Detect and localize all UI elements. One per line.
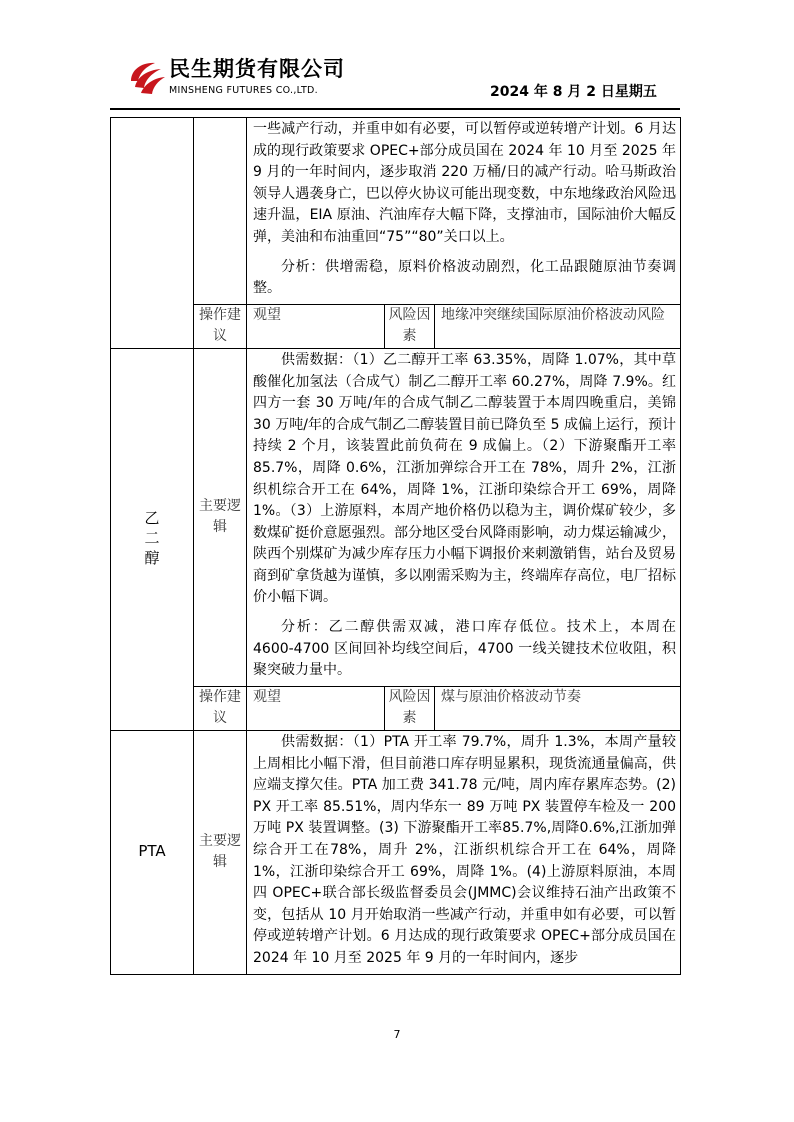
- table-row: [111, 118, 681, 305]
- label-cell-empty: [194, 118, 247, 305]
- risk-label: 风险因素: [385, 304, 435, 348]
- minsheng-logo-icon: [125, 57, 167, 97]
- report-date: 2024 年 8 月 2 日星期五: [490, 84, 657, 100]
- company-name-cn: 民生期货有限公司: [169, 57, 345, 81]
- logic-label: 主要逻辑: [194, 731, 247, 975]
- paragraph: 分析：供增需稳，原料价格波动剧烈，化工品跟随原油节奏调整。: [253, 258, 677, 297]
- company-logo: [125, 57, 365, 101]
- paragraph: 供需数据：（1）PTA 开工率 79.7%，周升 1.3%，本周产量较上周相比小幅下滑，但目前港口库存明显累积，现货流通量偏高，供应端支撑欠佳。PTA 加工费 341.78 元/吨，周内库存累库态势。(2) PX 开工率 85.51%，周内华东一 89 万吨 PX 装置停车检及一 200 万吨 PX 装置调整。(3) 下游聚酯开工率85.7%,周降0.6%,江浙加弹综合开工在78%，周升 2%，江浙织机综合开工在 64%，周降 1%，江浙印染综合开工 69%，周降 1%。(4)上游原料原油，本周四 OPEC+联合部长级监督委员会(JMMC)会议维持石油产出政策不变，包括从 10 月开始取消一些减产行动，并重申如有必要，可以暂停或逆转增产计划。6 月达成的现行政策要求 OPEC+部分成员国在 2024 年 10 月至 2025 年 9 月的一年时间内，逐步: [253, 734, 677, 966]
- op-label: 操作建议: [194, 304, 247, 348]
- product-cell-eg: [111, 348, 194, 730]
- page-number: 7: [393, 1028, 401, 1041]
- table-row: [111, 731, 681, 975]
- risk-value: 地缘冲突继续国际原油价格波动风险: [435, 304, 681, 348]
- table-row: [111, 304, 681, 348]
- table-row: [111, 348, 681, 686]
- logic-text-pta: [247, 731, 681, 975]
- product-cell-pta: [111, 731, 194, 975]
- table-row: [111, 686, 681, 730]
- op-value: 观望: [247, 686, 385, 730]
- page-header: [0, 0, 794, 112]
- logic-label: 主要逻辑: [194, 348, 247, 686]
- op-label: 操作建议: [194, 686, 247, 730]
- logic-text-eg: [247, 348, 681, 686]
- product-name: PTA: [138, 842, 166, 860]
- company-name-en: MINSHENG FUTURES CO.,LTD.: [169, 85, 318, 96]
- header-divider: [110, 108, 680, 110]
- paragraph: 供需数据：（1）乙二醇开工率 63.35%，周降 1.07%，其中草酸催化加氢法（合成气）制乙二醇开工率 60.27%，周降 7.9%。红四方一套 30 万吨/年的合成气制乙二醇装置于本周四晚重启，美锦 30 万吨/年的合成气制乙二醇装置目前已降负至 5 成偏上运行，预计持续 2 个月，该装置此前负荷在 9 成偏上。（2）下游聚酯开工率 85.7%，周降 0.6%，江浙加弹综合开工在 78%，周升 2%，江浙织机综合开工在 64%，周降 1%，江浙印染综合开工 69%，周降 1%。（3）上游原料，本周产地价格仍以稳为主，调价煤矿较少，多数煤矿挺价意愿强烈。部分地区受台风降雨影响，动力煤运输减少，陕西个别煤矿为减少库存压力小幅下调报价来刺激销售，站台及贸易商到矿拿货越为谨慎，多以刚需采购为主，终端库存高位，电厂招标价小幅下调。: [253, 351, 677, 606]
- risk-label: 风险因素: [385, 686, 435, 730]
- product-name: 乙二醇: [144, 509, 160, 568]
- op-value: 观望: [247, 304, 385, 348]
- risk-value: 煤与原油价格波动节奏: [435, 686, 681, 730]
- strategy-table: [110, 117, 681, 975]
- logic-text-crude: [247, 118, 681, 305]
- product-cell-empty: [111, 118, 194, 349]
- paragraph: 分析：乙二醇供需双减，港口库存低位。技术上，本周在 4600-4700 区间回补均线空间后，4700 一线关键技术位收阻，积聚突破力量中。: [253, 619, 677, 679]
- paragraph: 一些减产行动，并重申如有必要，可以暂停或逆转增产计划。6 月达成的现行政策要求 OPEC+部分成员国在 2024 年 10 月至 2025 年 9 月的一年时间内，逐步取消 220 万桶/日的减产行动。哈马斯政治领导人遇袭身亡，巴以停火协议可能出现变数，中东地缘政治风险迅速升温，EIA 原油、汽油库存大幅下降，支撑油市，国际油价大幅反弹，美油和布油重回“75”“80”关口以上。: [253, 121, 677, 245]
